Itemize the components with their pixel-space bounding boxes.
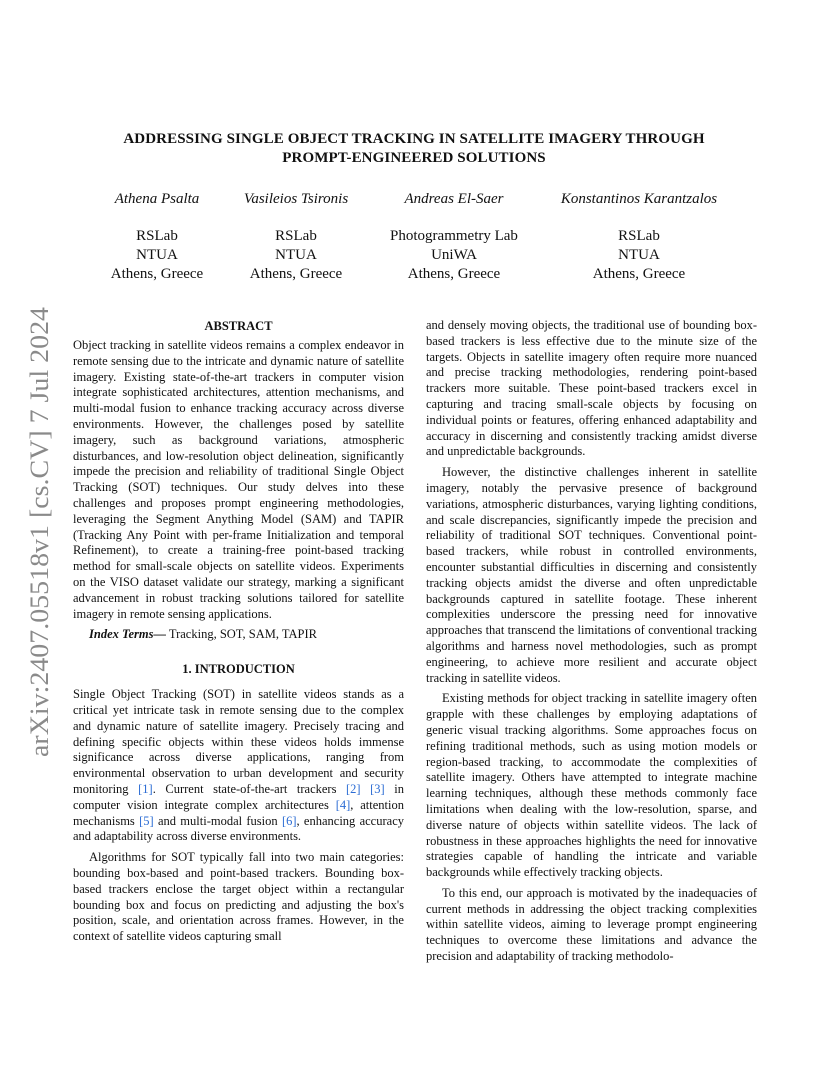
- author-affiliation-lab: RSLab: [275, 228, 317, 244]
- author-affiliation-city: Athens, Greece: [592, 266, 686, 282]
- intro-paragraph-3: and densely moving objects, the traditional use of bounding box-based trackers is less effective due to the minute size of the targets. Objects in satellite imagery often require more nuanced and precise tracking methodologies, rendering point-based trackers more suitable. These point-based trackers excel in capturing and tracing small-scale objects by focusing on individual points or features, offering enhanced adaptability and accuracy in discerning and consistently tracking amidst diverse and unpredictable backgrounds.: [426, 318, 757, 459]
- title-line-1: ADDRESSING SINGLE OBJECT TRACKING IN SATELLITE IMAGERY THROUGH: [123, 131, 705, 147]
- intro-text: in computer vision integrate complex architectures: [73, 781, 404, 812]
- index-terms-label: Index Terms—: [89, 627, 166, 642]
- author-name: Konstantinos Karantzalos: [560, 191, 718, 207]
- author-affiliation-inst: NTUA: [618, 247, 660, 263]
- paper-title: [60, 130, 768, 167]
- intro-paragraph-6: To this end, our approach is motivated by the inadequacies of current methods in addressing the object tracking complexities within satellite videos, aiming to leverage prompt engineering techniques to overcome these limitations and advance the precision and adaptability of tracking methodolo-: [426, 885, 757, 964]
- index-terms: [73, 627, 404, 643]
- author-4: [539, 189, 739, 284]
- citation-link[interactable]: [2]: [346, 781, 361, 796]
- right-column: [426, 318, 757, 965]
- author-name: Athena Psalta: [114, 191, 200, 207]
- intro-paragraph-5: Existing methods for object tracking in satellite imagery often grapple with these challenges by employing adaptations of generic visual tracking algorithms. Some approaches focus on refining traditional methods, such as using motion models or region-based tracking, to accommodate the complexities of satellite imagery. Others have attempted to integrate machine learning techniques, although these methods commonly face limitations when dealing with the low-resolution, sparse, and diverse nature of objects within satellite videos. The lack of robustness in these approaches highlights the need for innovative strategies capable of handling the intricate and variable backgrounds while effectively tracking objects.: [426, 691, 757, 880]
- citation-link[interactable]: [5]: [139, 813, 154, 828]
- title-line-2: PROMPT-ENGINEERED SOLUTIONS: [282, 149, 546, 166]
- citation-link[interactable]: [1]: [138, 781, 153, 796]
- intro-text: , enhancing accuracy and adaptability across diverse environments.: [73, 813, 404, 844]
- author-affiliation-lab: RSLab: [618, 228, 660, 244]
- intro-text: , attention mechanisms: [73, 797, 404, 828]
- author-affiliation-city: Athens, Greece: [407, 266, 501, 282]
- intro-text: and multi-modal fusion: [153, 813, 282, 828]
- intro-text: Single Object Tracking (SOT) in satellite videos stands as a critical yet intricate task in remote sensing due to the complex and dynamic nature of satellite imagery. Precisely tracing and defining specific objects within these videos holds immense significance across diverse applications, ranging from environmental observation to urban development and security monitoring: [73, 687, 404, 796]
- citation-link[interactable]: [3]: [370, 781, 385, 796]
- abstract-text: Object tracking in satellite videos remains a complex endeavor in remote sensing due to the intricate and dynamic nature of satellite imagery. Existing state-of-the-art trackers in computer vision integrate sophisticated architectures, attention mechanisms, and multi-modal fusion to enhance tracking accuracy across diverse environments. However, the challenges posed by satellite imagery, such as background variations, atmospheric disturbances, and low-resolution object delineation, significantly impede the precision and reliability of traditional Single Object Tracking (SOT) techniques. Our study delves into these challenges and proposes prompt engineering methodologies, leveraging the Segment Anything Model (SAM) and TAPIR (Tracking Any Point with per-frame Initialization and temporal Refinement), to create a training-free point-based tracking method for small-scale objects on satellite videos. Experiments on the VISO dataset validate our strategy, marking a significant advancement in robust tracking solutions tailored for satellite imagery in remote sensing applications.: [73, 338, 404, 621]
- arxiv-stamp: [6, 305, 66, 760]
- left-column: [73, 318, 404, 945]
- author-affiliation-inst: NTUA: [136, 247, 178, 263]
- author-affiliation-city: Athens, Greece: [249, 266, 343, 282]
- author-name: Andreas El-Saer: [404, 191, 504, 207]
- author-affiliation-inst: NTUA: [275, 247, 317, 263]
- author-affiliation-lab: RSLab: [136, 228, 178, 244]
- author-block: [0, 189, 828, 289]
- arxiv-id-text: arXiv:2407.05518v1 [cs.CV] 7 Jul 2024: [25, 338, 54, 757]
- intro-text: . Current state-of-the-art trackers: [152, 781, 347, 796]
- intro-paragraph-1: [73, 687, 404, 845]
- author-name: Vasileios Tsironis: [243, 191, 349, 207]
- author-affiliation-city: Athens, Greece: [110, 266, 204, 282]
- introduction-heading: 1. INTRODUCTION: [182, 662, 295, 677]
- author-3: [354, 189, 554, 284]
- citation-link[interactable]: [4]: [335, 797, 351, 812]
- citation-link[interactable]: [6]: [281, 813, 297, 828]
- index-terms-text: Tracking, SOT, SAM, TAPIR: [168, 627, 317, 642]
- author-affiliation-inst: UniWA: [431, 247, 477, 263]
- author-affiliation-lab: Photogrammetry Lab: [390, 228, 518, 244]
- intro-paragraph-2: Algorithms for SOT typically fall into two main categories: bounding box-based and point-based trackers. Bounding box-based trackers enclose the target object within a rectangular bounding box and focus on predicting and adjusting the box's position, scale, and orientation across frames. However, in the context of satellite videos capturing small: [73, 850, 404, 944]
- intro-paragraph-4: However, the distinctive challenges inherent in satellite imagery, notably the pervasive presence of background variations, atmospheric disturbances, varying lighting conditions, and scale discrepancies, significantly impede the precision and reliability of traditional SOT techniques. Conventional point-based trackers, while robust in controlled environments, encounter substantial difficulties in discerning and consistently tracking objects amidst the diverse and often unpredictable backgrounds captured in satellite footage. These inherent complexities underscore the pressing need for innovative approaches that transcend the limitations of conventional tracking algorithms and harness novel methodologies, such as prompt engineering, to achieve more resilient and accurate object tracking in satellite videos.: [426, 465, 757, 685]
- abstract-heading: ABSTRACT: [204, 319, 273, 333]
